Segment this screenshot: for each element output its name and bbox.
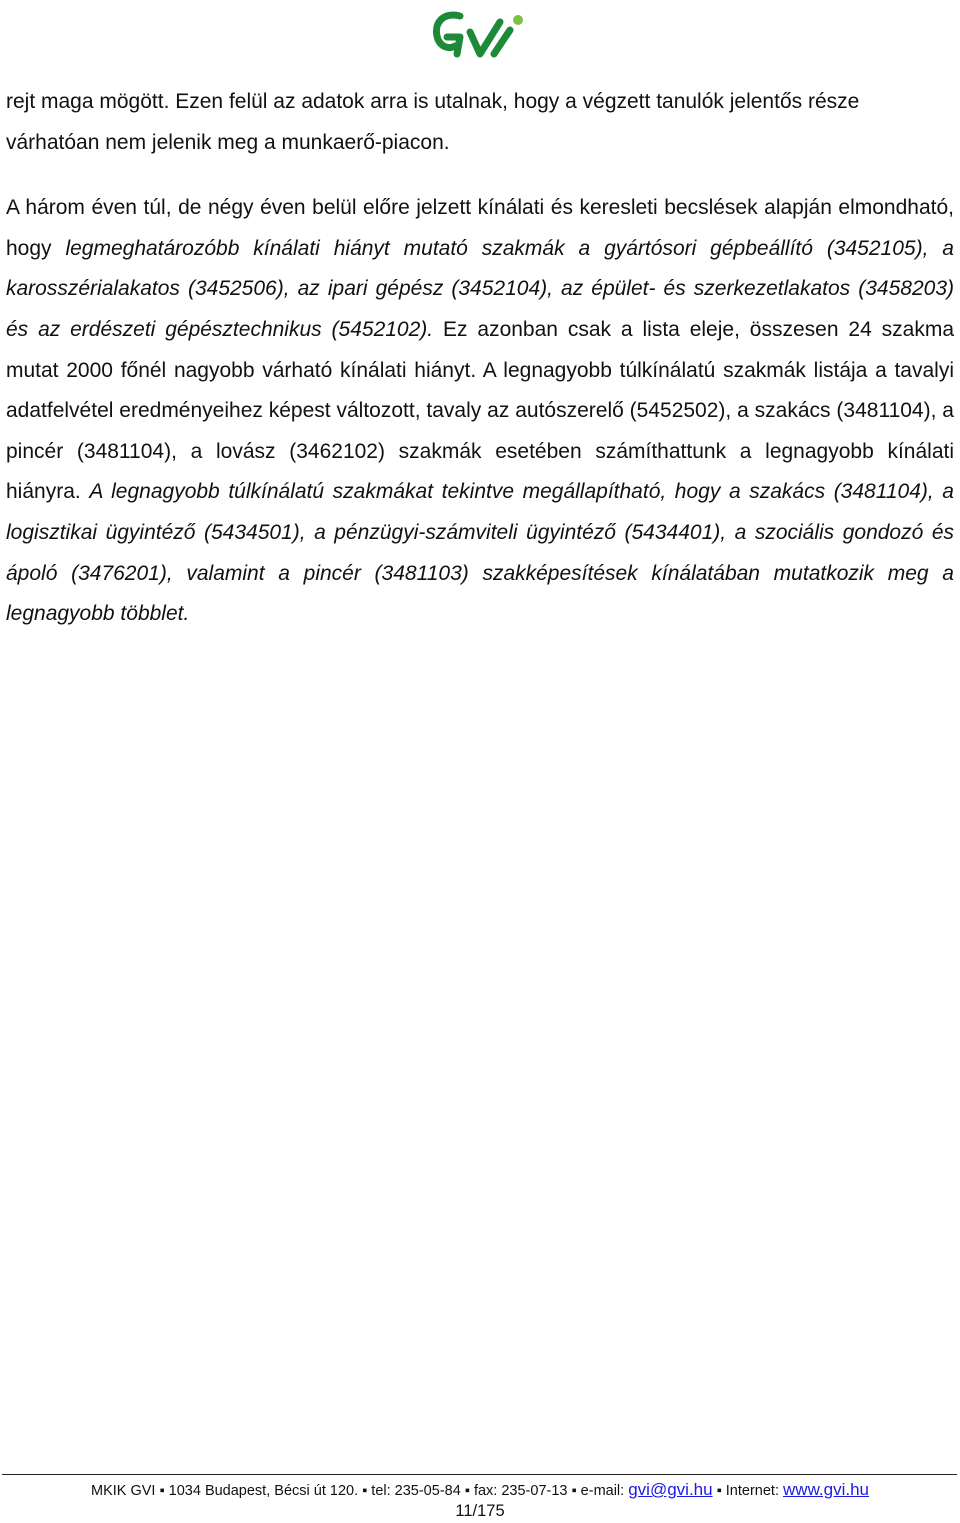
paragraph-forecast-surplus-list: A legnagyobb túlkínálatú szakmákat tekintve megállapítható, hogy a szakács (3481104), a logisztikai ügyintéző (5434501), a pénzügyi-számviteli ügyintéző (5434401), a szociális gondozó és ápoló (3476201), valamint a pincér (3481103) szakképesítések kínálatában mutatkozik meg a legnagyobb többlet. [6,480,954,626]
paragraph-forecast-shortage-list: legmeghatározóbb kínálati hiányt mutató szakmák a gyártósori gépbeállító (3452105), a karosszérialakatos (3452506), az ipari gépész (3452104), az épület- és szerkezetlakatos (3458203) és az erdészeti gépésztechnikus (5452102). [6,236,954,341]
footer-internet-label: ▪ Internet: [712,1483,784,1499]
footer-website-link[interactable]: www.gvi.hu [783,1480,869,1499]
document-body [6,82,954,635]
gvi-logo [430,8,530,60]
footer-email-link[interactable]: gvi@gvi.hu [628,1480,713,1499]
paragraph-forecast [6,188,954,635]
footer-divider [2,1474,957,1475]
paragraph-forecast-intro: A három éven túl, de négy éven belül előre jelzett kínálati és keresleti becslések alapján elmondható, hogy [6,196,954,260]
paragraph-continuation: rejt maga mögött. Ezen felül az adatok arra is utalnak, hogy a végzett tanulók jelentős része várhatóan nem jelenik meg a munkaerő-piacon. [6,90,860,154]
page-number: 11/175 [455,1502,505,1520]
footer-contact [0,1480,960,1500]
paragraph-forecast-middle: Ez azonban csak a lista eleje, összesen 24 szakma mutat 2000 főnél nagyobb várható kínálati hiányt. A legnagyobb túlkínálatú szakmák listája a tavalyi adatfelvétel eredményeihez képest változott, tavaly az autószerelő (5452502), a szakács (3481104), a pincér (3481104), a lovász (3462102) szakmák esetében számíthattunk a legnagyobb kínálati hiányra. [6,317,954,504]
gvi-logo-icon [430,8,530,60]
footer-address: MKIK GVI ▪ 1034 Budapest, Bécsi út 120. ▪ tel: 235-05-84 ▪ fax: 235-07-13 ▪ e-mail: [91,1483,629,1499]
